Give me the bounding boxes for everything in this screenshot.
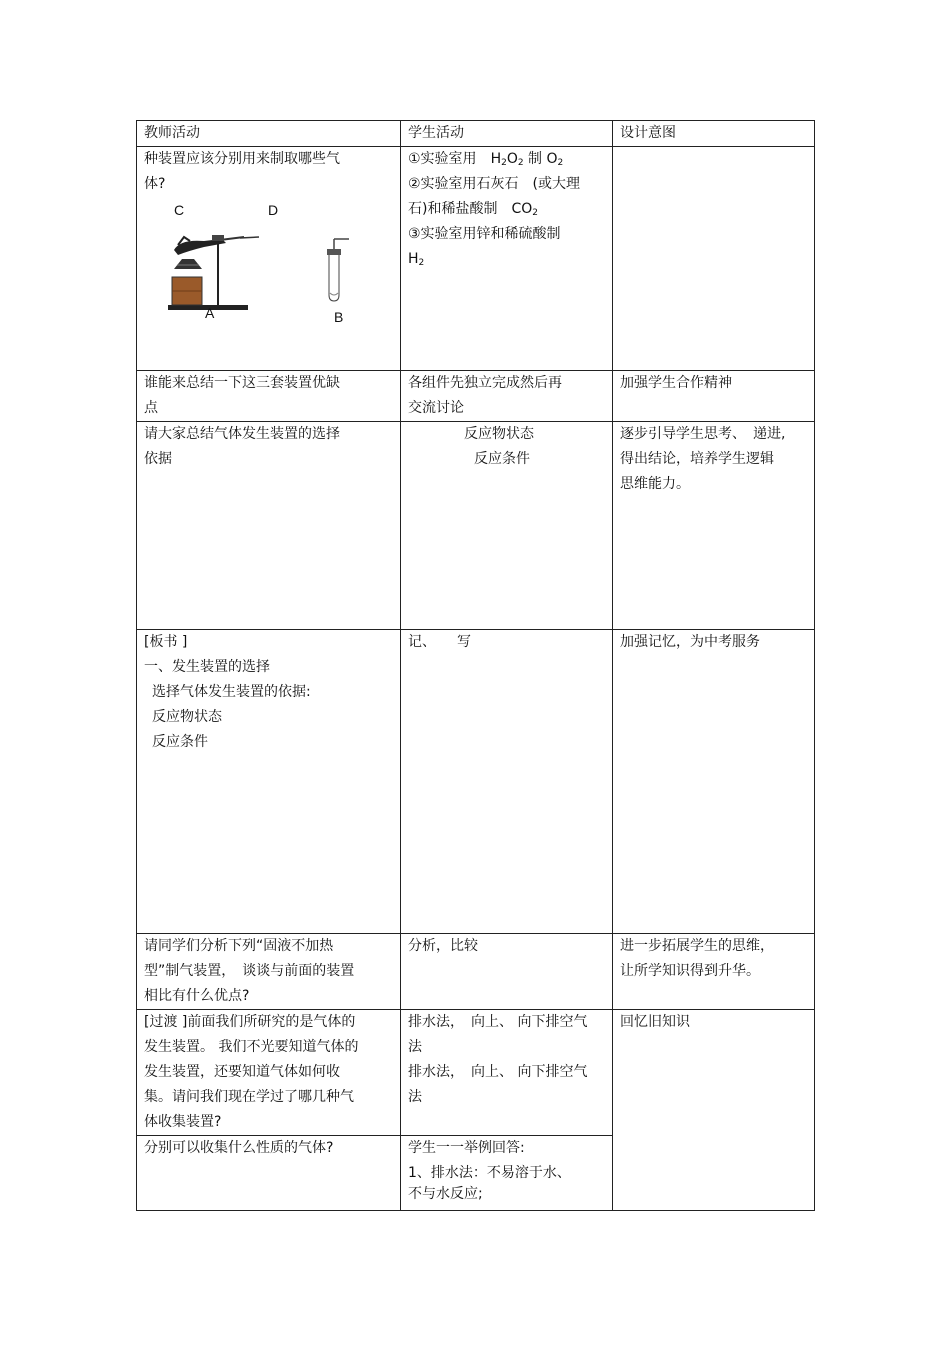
design-cell: 加强记忆，为中考服务 xyxy=(613,630,815,934)
figure-label-d: D xyxy=(268,202,279,218)
header-design: 设计意图 xyxy=(613,121,815,147)
design-cell: 加强学生合作精神 xyxy=(613,371,815,422)
student-cell: 分析，比较 xyxy=(401,934,613,1010)
teacher-cell xyxy=(137,147,401,371)
table-row xyxy=(137,630,815,934)
text-line: ②实验室用石灰石 (或大理 xyxy=(408,176,581,192)
header-teacher: 教师活动 xyxy=(137,121,401,147)
figure-label-c: C xyxy=(174,202,185,218)
design-cell: 逐步引导学生思考、 递进, 得出结论，培养学生逻辑 思维能力。 xyxy=(613,422,815,630)
table-row xyxy=(137,1010,815,1136)
apparatus-drawing xyxy=(144,217,394,352)
lesson-plan-table xyxy=(136,120,815,1211)
text-line: 种装置应该分别用来制取哪些气 xyxy=(144,151,340,167)
header-student: 学生活动 xyxy=(401,121,613,147)
text-line: 体? xyxy=(144,176,166,192)
table-row xyxy=(137,147,815,371)
student-cell: 学生一一举例回答: 1、排水法：不易溶于水、 不与水反应; xyxy=(401,1136,613,1211)
figure-label-a: A xyxy=(205,305,215,321)
design-cell: 回忆旧知识 xyxy=(613,1010,815,1211)
teacher-cell: 请同学们分析下列“固液不加热 型”制气装置， 谈谈与前面的装置 相比有什么优点? xyxy=(137,934,401,1010)
teacher-cell: [板书 ] 一、发生装置的选择 选择气体发生装置的依据: 反应物状态 反应条件 xyxy=(137,630,401,934)
design-cell: 进一步拓展学生的思维， 让所学知识得到升华。 xyxy=(613,934,815,1010)
table-row xyxy=(137,934,815,1010)
text-line: 石)和稀盐酸制 $CO_2$ xyxy=(408,201,538,218)
test-tube-drawing xyxy=(327,239,349,301)
student-cell: 各组件先独立完成然后再 交流讨论 xyxy=(401,371,613,422)
text-line: $H_2$ xyxy=(408,251,425,268)
header-row xyxy=(137,121,815,147)
table-row xyxy=(137,371,815,422)
apparatus-figure xyxy=(144,197,394,357)
text-line: ③实验室用锌和稀硫酸制 xyxy=(408,226,561,242)
teacher-cell: 分别可以收集什么性质的气体? xyxy=(137,1136,401,1211)
text-line: ①实验室用 $H_2O_2$ 制 $O_2$ xyxy=(408,151,564,168)
student-cell: 记、 写 xyxy=(401,630,613,934)
teacher-cell: 请大家总结气体发生装置的选择 依据 xyxy=(137,422,401,630)
heating-apparatus-drawing xyxy=(168,235,259,310)
student-cell: 排水法， 向上、 向下排空气 法 排水法， 向上、 向下排空气 法 xyxy=(401,1010,613,1136)
design-cell xyxy=(613,147,815,371)
figure-label-b: B xyxy=(334,309,344,325)
student-cell: 反应物状态 反应条件 xyxy=(401,422,613,630)
table-row xyxy=(137,422,815,630)
teacher-cell: [过渡 ]前面我们所研究的是气体的 发生装置。 我们不光要知道气体的 发生装置，还要知道气体如何收 集。请问我们现在学过了哪几种气 体收集装置? xyxy=(137,1010,401,1136)
student-cell xyxy=(401,147,613,371)
teacher-cell: 谁能来总结一下这三套装置优缺 点 xyxy=(137,371,401,422)
